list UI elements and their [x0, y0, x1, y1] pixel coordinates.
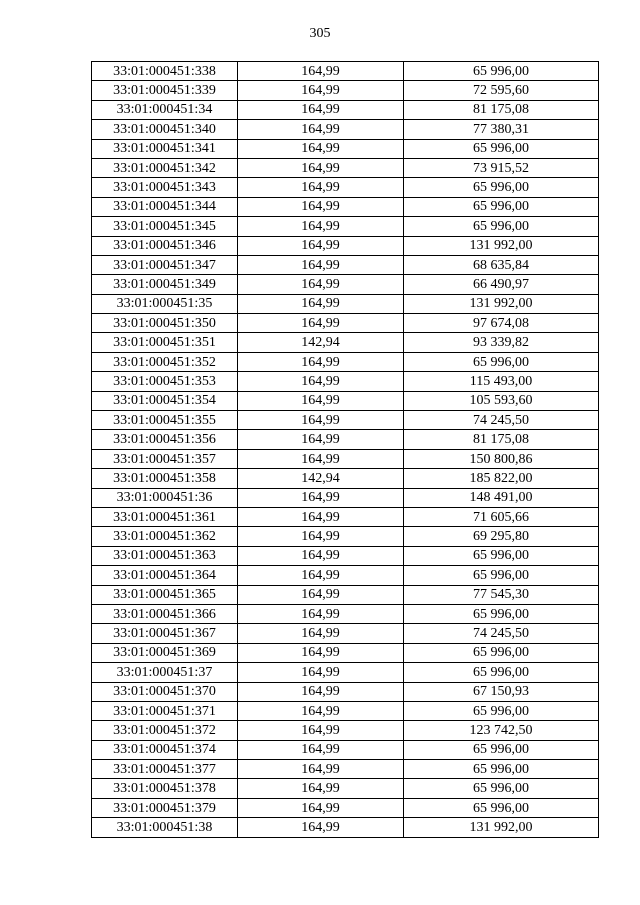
cadastral-number-cell: 33:01:000451:353	[92, 372, 238, 391]
rate-cell: 164,99	[238, 217, 404, 236]
cadastral-number-cell: 33:01:000451:378	[92, 779, 238, 798]
cadastral-number-cell: 33:01:000451:347	[92, 255, 238, 274]
rate-cell: 142,94	[238, 333, 404, 352]
rate-cell: 164,99	[238, 488, 404, 507]
table-body	[92, 62, 599, 838]
cadastral-number-cell: 33:01:000451:38	[92, 818, 238, 837]
value-cell: 66 490,97	[404, 275, 599, 294]
table-row	[92, 314, 599, 333]
value-cell: 65 996,00	[404, 740, 599, 759]
table-row	[92, 352, 599, 371]
value-cell: 65 996,00	[404, 546, 599, 565]
cadastral-number-cell: 33:01:000451:338	[92, 62, 238, 81]
value-cell: 185 822,00	[404, 469, 599, 488]
cadastral-number-cell: 33:01:000451:36	[92, 488, 238, 507]
table-row	[92, 604, 599, 623]
table-row	[92, 546, 599, 565]
cadastral-number-cell: 33:01:000451:372	[92, 721, 238, 740]
rate-cell: 164,99	[238, 449, 404, 468]
rate-cell: 164,99	[238, 643, 404, 662]
value-cell: 74 245,50	[404, 624, 599, 643]
cadastral-value-table	[91, 61, 599, 838]
rate-cell: 164,99	[238, 236, 404, 255]
table-row	[92, 469, 599, 488]
rate-cell: 164,99	[238, 604, 404, 623]
value-cell: 65 996,00	[404, 701, 599, 720]
value-cell: 77 545,30	[404, 585, 599, 604]
value-cell: 93 339,82	[404, 333, 599, 352]
rate-cell: 164,99	[238, 391, 404, 410]
table-row	[92, 507, 599, 526]
cadastral-number-cell: 33:01:000451:364	[92, 566, 238, 585]
value-cell: 65 996,00	[404, 760, 599, 779]
rate-cell: 164,99	[238, 158, 404, 177]
table-row	[92, 527, 599, 546]
value-cell: 97 674,08	[404, 314, 599, 333]
cadastral-number-cell: 33:01:000451:370	[92, 682, 238, 701]
value-cell: 65 996,00	[404, 779, 599, 798]
rate-cell: 164,99	[238, 585, 404, 604]
table-row	[92, 139, 599, 158]
rate-cell: 164,99	[238, 100, 404, 119]
table-row	[92, 372, 599, 391]
table-row	[92, 740, 599, 759]
table-row	[92, 255, 599, 274]
cadastral-number-cell: 33:01:000451:352	[92, 352, 238, 371]
value-cell: 67 150,93	[404, 682, 599, 701]
rate-cell: 164,99	[238, 740, 404, 759]
cadastral-number-cell: 33:01:000451:358	[92, 469, 238, 488]
value-cell: 65 996,00	[404, 217, 599, 236]
value-cell: 81 175,08	[404, 100, 599, 119]
rate-cell: 164,99	[238, 663, 404, 682]
table-row	[92, 62, 599, 81]
cadastral-number-cell: 33:01:000451:350	[92, 314, 238, 333]
rate-cell: 164,99	[238, 372, 404, 391]
value-cell: 81 175,08	[404, 430, 599, 449]
table-row	[92, 236, 599, 255]
table-row	[92, 701, 599, 720]
cadastral-number-cell: 33:01:000451:345	[92, 217, 238, 236]
cadastral-number-cell: 33:01:000451:34	[92, 100, 238, 119]
table-row	[92, 585, 599, 604]
cadastral-number-cell: 33:01:000451:356	[92, 430, 238, 449]
rate-cell: 164,99	[238, 566, 404, 585]
cadastral-number-cell: 33:01:000451:366	[92, 604, 238, 623]
table-row	[92, 178, 599, 197]
cadastral-number-cell: 33:01:000451:355	[92, 411, 238, 430]
cadastral-number-cell: 33:01:000451:379	[92, 798, 238, 817]
table-row	[92, 721, 599, 740]
table-row	[92, 391, 599, 410]
value-cell: 150 800,86	[404, 449, 599, 468]
cadastral-number-cell: 33:01:000451:374	[92, 740, 238, 759]
rate-cell: 164,99	[238, 120, 404, 139]
cadastral-number-cell: 33:01:000451:349	[92, 275, 238, 294]
value-cell: 105 593,60	[404, 391, 599, 410]
rate-cell: 164,99	[238, 779, 404, 798]
value-cell: 69 295,80	[404, 527, 599, 546]
table-row	[92, 682, 599, 701]
value-cell: 148 491,00	[404, 488, 599, 507]
value-cell: 131 992,00	[404, 236, 599, 255]
cadastral-number-cell: 33:01:000451:377	[92, 760, 238, 779]
rate-cell: 164,99	[238, 411, 404, 430]
value-cell: 73 915,52	[404, 158, 599, 177]
table-row	[92, 81, 599, 100]
rate-cell: 164,99	[238, 721, 404, 740]
table-row	[92, 566, 599, 585]
cadastral-number-cell: 33:01:000451:367	[92, 624, 238, 643]
table-row	[92, 100, 599, 119]
table-row	[92, 275, 599, 294]
cadastral-number-cell: 33:01:000451:340	[92, 120, 238, 139]
cadastral-number-cell: 33:01:000451:339	[92, 81, 238, 100]
cadastral-number-cell: 33:01:000451:369	[92, 643, 238, 662]
table-row	[92, 294, 599, 313]
table-row	[92, 411, 599, 430]
rate-cell: 164,99	[238, 527, 404, 546]
value-cell: 65 996,00	[404, 178, 599, 197]
cadastral-number-cell: 33:01:000451:361	[92, 507, 238, 526]
value-cell: 123 742,50	[404, 721, 599, 740]
cadastral-number-cell: 33:01:000451:342	[92, 158, 238, 177]
cadastral-number-cell: 33:01:000451:365	[92, 585, 238, 604]
value-cell: 77 380,31	[404, 120, 599, 139]
value-cell: 65 996,00	[404, 197, 599, 216]
cadastral-number-cell: 33:01:000451:354	[92, 391, 238, 410]
table-row	[92, 488, 599, 507]
table-row	[92, 449, 599, 468]
table-row	[92, 197, 599, 216]
cadastral-number-cell: 33:01:000451:351	[92, 333, 238, 352]
table-row	[92, 760, 599, 779]
value-cell: 74 245,50	[404, 411, 599, 430]
rate-cell: 164,99	[238, 624, 404, 643]
rate-cell: 164,99	[238, 760, 404, 779]
value-cell: 65 996,00	[404, 643, 599, 662]
rate-cell: 164,99	[238, 352, 404, 371]
value-cell: 115 493,00	[404, 372, 599, 391]
rate-cell: 164,99	[238, 682, 404, 701]
rate-cell: 142,94	[238, 469, 404, 488]
rate-cell: 164,99	[238, 197, 404, 216]
value-cell: 65 996,00	[404, 566, 599, 585]
rate-cell: 164,99	[238, 139, 404, 158]
table-row	[92, 624, 599, 643]
table-row	[92, 158, 599, 177]
value-cell: 65 996,00	[404, 798, 599, 817]
cadastral-number-cell: 33:01:000451:343	[92, 178, 238, 197]
value-cell: 65 996,00	[404, 139, 599, 158]
value-cell: 71 605,66	[404, 507, 599, 526]
rate-cell: 164,99	[238, 81, 404, 100]
value-cell: 65 996,00	[404, 352, 599, 371]
cadastral-number-cell: 33:01:000451:357	[92, 449, 238, 468]
table-row	[92, 217, 599, 236]
cadastral-number-cell: 33:01:000451:346	[92, 236, 238, 255]
table-row	[92, 818, 599, 837]
cadastral-number-cell: 33:01:000451:371	[92, 701, 238, 720]
value-cell: 65 996,00	[404, 604, 599, 623]
rate-cell: 164,99	[238, 178, 404, 197]
rate-cell: 164,99	[238, 275, 404, 294]
rate-cell: 164,99	[238, 507, 404, 526]
cadastral-number-cell: 33:01:000451:363	[92, 546, 238, 565]
table-row	[92, 663, 599, 682]
table-row	[92, 779, 599, 798]
rate-cell: 164,99	[238, 314, 404, 333]
cadastral-number-cell: 33:01:000451:341	[92, 139, 238, 158]
rate-cell: 164,99	[238, 255, 404, 274]
table-row	[92, 120, 599, 139]
table-row	[92, 430, 599, 449]
table-row	[92, 333, 599, 352]
rate-cell: 164,99	[238, 546, 404, 565]
value-cell: 131 992,00	[404, 818, 599, 837]
rate-cell: 164,99	[238, 701, 404, 720]
rate-cell: 164,99	[238, 62, 404, 81]
table-row	[92, 798, 599, 817]
rate-cell: 164,99	[238, 294, 404, 313]
cadastral-number-cell: 33:01:000451:344	[92, 197, 238, 216]
rate-cell: 164,99	[238, 430, 404, 449]
value-cell: 131 992,00	[404, 294, 599, 313]
page-number: 305	[309, 26, 331, 41]
rate-cell: 164,99	[238, 818, 404, 837]
cadastral-number-cell: 33:01:000451:37	[92, 663, 238, 682]
rate-cell: 164,99	[238, 798, 404, 817]
cadastral-number-cell: 33:01:000451:362	[92, 527, 238, 546]
value-cell: 72 595,60	[404, 81, 599, 100]
cadastral-number-cell: 33:01:000451:35	[92, 294, 238, 313]
value-cell: 65 996,00	[404, 663, 599, 682]
value-cell: 68 635,84	[404, 255, 599, 274]
value-cell: 65 996,00	[404, 62, 599, 81]
table-row	[92, 643, 599, 662]
